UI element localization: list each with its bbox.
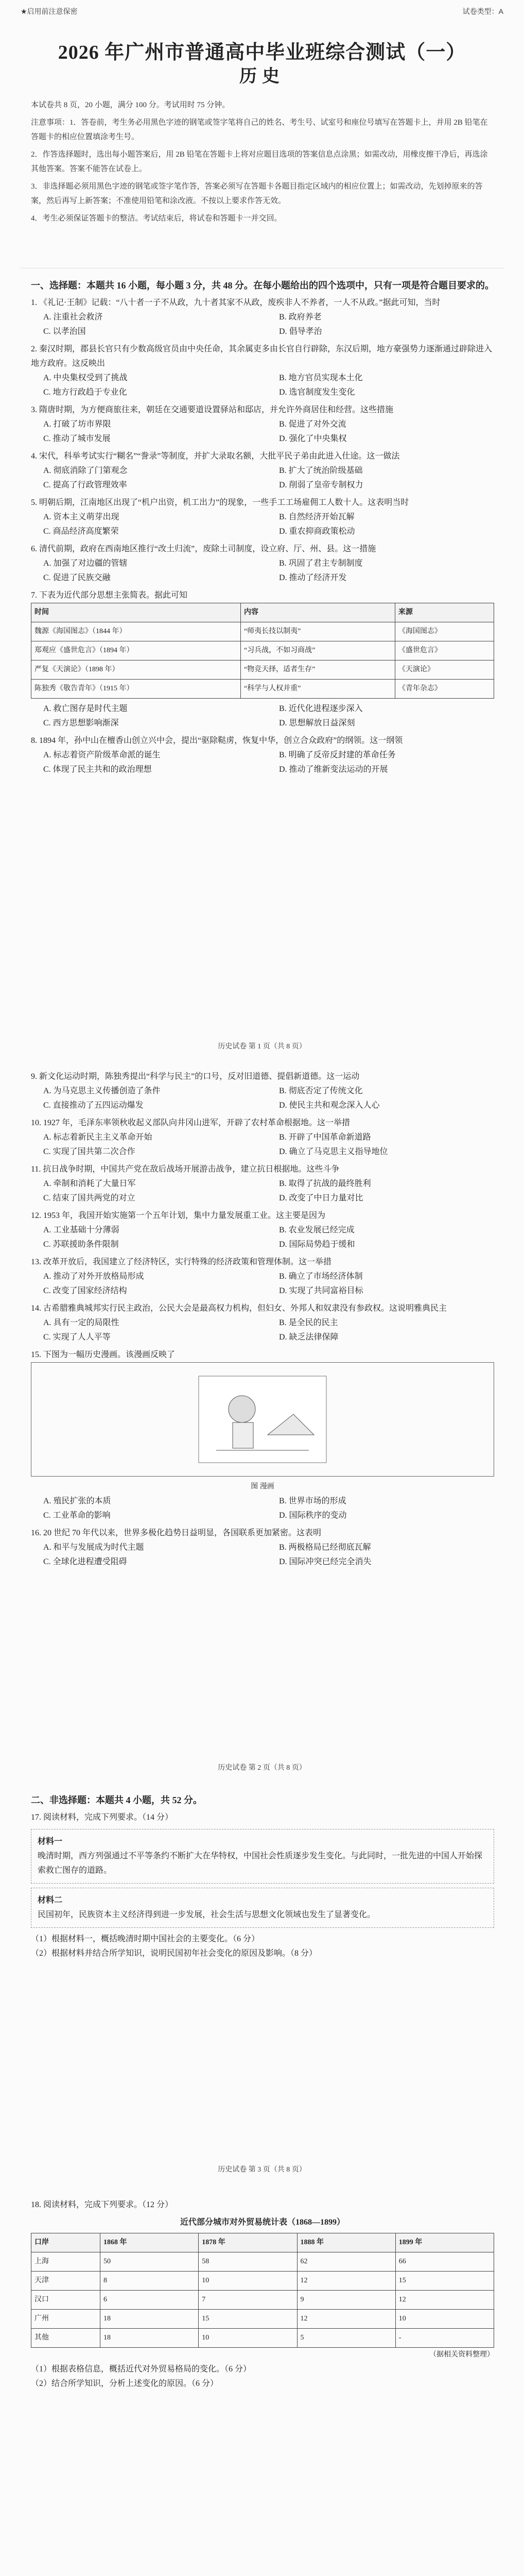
option-a: A. 具有一定的局限性: [43, 1318, 119, 1327]
table-cell: 10: [199, 2272, 297, 2291]
table-cell: 《天演论》: [395, 660, 494, 680]
table-cell: “习兵战，不如习商战”: [240, 641, 395, 660]
table-cell: 9: [297, 2291, 395, 2310]
table-header: 来源: [395, 603, 494, 622]
table-cell: 18: [100, 2329, 199, 2348]
option-d: D. 实现了共同富裕目标: [279, 1286, 363, 1295]
option-b: B. 世界市场的形成: [279, 1497, 346, 1505]
table-cell: 58: [199, 2252, 297, 2272]
question-5: [31, 496, 494, 539]
question-number: 1.: [31, 298, 37, 307]
question-stem: 17. 阅读材料，完成下列要求。（14 分）: [31, 1813, 173, 1822]
question-number: 12.: [31, 1211, 41, 1220]
question-stem: 古希腊雅典城邦实行民主政治，公民大会是最高权力机构，但妇女、外邦人和奴隶没有参政权。这说明雅典民主: [43, 1304, 447, 1313]
option-b: B. 扩大了统治阶级基础: [279, 466, 363, 475]
option-d: D. 推动了维新变法运动的开展: [279, 765, 388, 774]
option-b: B. 巩固了君主专制制度: [279, 559, 363, 568]
option-c: C. 结束了国共两党的对立: [43, 1194, 135, 1202]
note-item: 3．非选择题必须用黑色字迹的钢笔或签字笔作答，答案必须写在答题卡各题目指定区域内的相应位置上；如需改动，先划掉原来的答案，然后再写上新答案；不准使用铅笔和涂改液。不按以上要求作答无效。: [31, 182, 483, 205]
table-cell: 12: [297, 2272, 395, 2291]
question-number: 8.: [31, 736, 37, 745]
question-13: [31, 1255, 494, 1298]
option-d: D. 推动了经济开发: [279, 573, 347, 582]
option-c: C. 促进了民族交融: [43, 573, 111, 582]
question-11: [31, 1162, 494, 1206]
exam-title: 2026 年广州市普通高中毕业班综合测试（一）: [58, 42, 466, 63]
table-cell: 12: [297, 2310, 395, 2329]
option-b: B. 确立了市场经济体制: [279, 1272, 363, 1281]
figure-caption: 图 漫画: [251, 1483, 274, 1490]
question-stem: 秦汉时期，郡县长官只有少数高级官员由中央任命，其余属吏多由长官自行辟除，东汉后期，地方豪强势力逐渐通过辟除进入地方政府。这反映出: [31, 345, 493, 368]
table-cell: 5: [297, 2329, 395, 2348]
question-stem: 18. 阅读材料，完成下列要求。（12 分）: [31, 2200, 173, 2209]
option-c: C. 全球化进程遭受阻碍: [43, 1557, 127, 1566]
subject-title: 历史: [239, 67, 285, 86]
option-c: C. 体现了民主共和的政治理想: [43, 765, 152, 774]
option-a: A. 标志着资产阶级革命派的诞生: [43, 751, 161, 759]
table-row: [31, 2291, 494, 2310]
option-d: D. 选官制度发生变化: [279, 388, 355, 397]
page-footer: 历史试卷 第 1 页（共 8 页）: [218, 1043, 306, 1050]
question-ask: （2）结合所学知识，分析上述变化的原因。（6 分）: [31, 2379, 219, 2388]
option-d: D. 削弱了皇帝专制权力: [279, 481, 363, 489]
table-cell: 汉口: [31, 2291, 100, 2310]
question-stem: 清代前期，政府在西南地区推行“改土归流”，废除土司制度，设立府、厅、州、县。这一措施: [39, 545, 376, 553]
option-c: C. 直接推动了五四运动爆发: [43, 1101, 144, 1110]
header-bar: [21, 4, 503, 19]
note-item: 注意事项：1．答卷前，考生务必用黑色字迹的钢笔或签字笔将自己的姓名、考生号、试室号和座位号填写在答题卡上，并用 2B 铅笔在答题卡的相应位置填涂考生号。: [31, 118, 488, 141]
question-14: [31, 1301, 494, 1345]
question-stem: 《礼记·王制》记载：“八十者一子不从政，九十者其家不从政，废疾非人不养者，一人不从政。”据此可知，当时: [39, 298, 441, 307]
question-number: 14.: [31, 1304, 41, 1313]
option-c: C. 推动了城市发展: [43, 434, 111, 443]
option-d: D. 强化了中央集权: [279, 434, 347, 443]
table-title: 近代部分城市对外贸易统计表（1868—1899）: [180, 2218, 345, 2227]
option-d: D. 倡导孝治: [279, 327, 322, 336]
option-d: D. 重农抑商政策松动: [279, 527, 355, 536]
question-7-table: [31, 603, 494, 699]
question-stem: 新文化运动时期，陈独秀提出“科学与民主”的口号，反对旧道德、提倡新道德。这一运动: [39, 1072, 360, 1081]
question-stem: 20 世纪 70 年代以来，世界多极化趋势日益明显，各国联系更加紧密。这表明: [43, 1529, 322, 1537]
cartoon-illustration-icon: [196, 1373, 329, 1466]
question-4: [31, 449, 494, 493]
option-a: A. 注重社会救济: [43, 313, 103, 321]
option-d: D. 缺乏法律保障: [279, 1333, 339, 1342]
option-b: B. 政府养老: [279, 313, 322, 321]
question-stem: 改革开放后，我国建立了经济特区，实行特殊的经济政策和管理体制。这一举措: [43, 1258, 332, 1266]
option-a: A. 和平与发展成为时代主题: [43, 1543, 144, 1552]
option-d: D. 确立了马克思主义指导地位: [279, 1147, 388, 1156]
option-b: B. 开辟了中国革命新道路: [279, 1133, 371, 1142]
table-cell: -: [395, 2329, 494, 2348]
question-number: 7.: [31, 591, 37, 600]
question-ask: （2）根据材料并结合所学知识，说明民国初年社会变化的原因及影响。（8 分）: [31, 1949, 318, 1958]
option-c: C. 实现了人人平等: [43, 1333, 111, 1342]
material-title: 材料一: [38, 1837, 63, 1846]
table-row: [31, 641, 494, 660]
table-cell: 上海: [31, 2252, 100, 2272]
table-row: [31, 680, 494, 699]
option-d: D. 改变了中日力量对比: [279, 1194, 363, 1202]
question-number: 4.: [31, 452, 37, 461]
question-number: 6.: [31, 545, 37, 553]
option-b: B. 农业发展已经完成: [279, 1226, 355, 1234]
option-b: B. 是全民的民主: [279, 1318, 338, 1327]
question-stem: 下图为一幅历史漫画。该漫画反映了: [43, 1350, 176, 1359]
option-a: A. 彻底消除了门第观念: [43, 466, 128, 475]
note-item: 4．考生必须保证答题卡的整洁。考试结束后，将试卷和答题卡一并交回。: [31, 214, 282, 223]
option-b: B. 彻底否定了传统文化: [279, 1087, 363, 1095]
option-d: D. 国际秩序的变动: [279, 1511, 347, 1520]
question-3: [31, 403, 494, 446]
table-cell: 62: [297, 2252, 395, 2272]
notes-info: 本试卷共 8 页，20 小题，满分 100 分。考试用时 75 分钟。: [31, 101, 230, 109]
section-2-title: 二、非选择题：本题共 4 小题，共 52 分。: [31, 1795, 202, 1805]
option-d: D. 国际冲突已经完全消失: [279, 1557, 372, 1566]
table-cell: 50: [100, 2252, 199, 2272]
material-block: [31, 1829, 494, 1884]
question-8: [31, 734, 494, 777]
question-12: [31, 1209, 494, 1252]
table-cell: 郑观应《盛世危言》（1894 年）: [31, 641, 241, 660]
material-block: [31, 1888, 494, 1928]
table-header: 1899 年: [395, 2233, 494, 2252]
table-cell: “师夷长技以制夷”: [240, 622, 395, 641]
option-a: A. 中央集权受到了挑战: [43, 374, 128, 382]
question-number: 9.: [31, 1072, 37, 1081]
option-c: C. 提高了行政管理效率: [43, 481, 127, 489]
table-header: 内容: [240, 603, 395, 622]
option-b: B. 近代化进程逐步深入: [279, 704, 363, 713]
table-cell: 广州: [31, 2310, 100, 2329]
table-cell: 8: [100, 2272, 199, 2291]
question-16: [31, 1526, 494, 1569]
option-a: A. 推动了对外开放格局形成: [43, 1272, 144, 1281]
option-a: A. 为马克思主义传播创造了条件: [43, 1087, 161, 1095]
table-source: （据相关资料整理）: [429, 2351, 494, 2359]
material-title: 材料二: [38, 1896, 63, 1905]
table-cell: 66: [395, 2252, 494, 2272]
option-b: B. 地方官员实现本土化: [279, 374, 363, 382]
question-6: [31, 542, 494, 585]
option-b: B. 自然经济开始瓦解: [279, 513, 355, 521]
section-1-continued: [31, 1066, 494, 1572]
table-row: [31, 2272, 494, 2291]
table-cell: 15: [395, 2272, 494, 2291]
question-number: 5.: [31, 498, 37, 507]
table-cell: 7: [199, 2291, 297, 2310]
option-c: C. 商品经济高度繁荣: [43, 527, 119, 536]
table-header: 1878 年: [199, 2233, 297, 2252]
table-cell: 《盛世危言》: [395, 641, 494, 660]
question-7: [31, 588, 494, 731]
question-stem: 1927 年，毛泽东率领秋收起义部队向井冈山进军，开辟了农村革命根据地。这一举措: [43, 1118, 351, 1127]
option-b: B. 取得了抗战的最终胜利: [279, 1179, 371, 1188]
page-footer: 历史试卷 第 3 页（共 8 页）: [218, 2166, 306, 2174]
note-item: 2．作答选择题时，选出每小题答案后，用 2B 铅笔在答题卡上将对应题目选项的答案信息点涂黑；如需改动，用橡皮擦干净后，再选涂其他答案。答案不能答在试卷上。: [31, 150, 488, 173]
question-stem: 1953 年，我国开始实施第一个五年计划，集中力量发展重工业。这主要是因为: [43, 1211, 326, 1220]
option-a: A. 殖民扩张的本质: [43, 1497, 111, 1505]
table-cell: 18: [100, 2310, 199, 2329]
question-number: 13.: [31, 1258, 41, 1266]
question-10: [31, 1116, 494, 1159]
question-stem: 宋代，科举考试实行“糊名”“誊录”等制度，并扩大录取名额，大批平民子弟由此进入仕途。这一做法: [39, 452, 400, 461]
material-text: 民国初年，民族资本主义经济得到进一步发展，社会生活与思想文化领域也发生了显著变化。: [38, 1910, 376, 1919]
table-header: 1888 年: [297, 2233, 395, 2252]
table-cell: 10: [199, 2329, 297, 2348]
question-15: [31, 1348, 494, 1523]
option-b: B. 促进了对外交流: [279, 420, 346, 429]
notes-block: [31, 98, 494, 229]
material-text: 晚清时期，西方列强通过不平等条约不断扩大在华特权，中国社会性质逐步发生变化。与此同时，一批先进的中国人开始探索救亡图存的道路。: [38, 1852, 483, 1875]
table-header: 口岸: [31, 2233, 100, 2252]
table-row: [31, 660, 494, 680]
question-9: [31, 1070, 494, 1113]
table-cell: 《青年杂志》: [395, 680, 494, 699]
table-cell: 15: [199, 2310, 297, 2329]
question-1: [31, 296, 494, 339]
option-b: B. 两极格局已经彻底瓦解: [279, 1543, 371, 1552]
confidential-label: ★启用前注意保密: [21, 7, 78, 15]
question-number: 10.: [31, 1118, 41, 1127]
table-header: 时间: [31, 603, 241, 622]
question-stem: 隋唐时期，为方便商旅往来，朝廷在交通要道设置驿站和邸店，并允许外商居住和经营。这些措施: [39, 405, 394, 414]
option-a: A. 加强了对边疆的管辖: [43, 559, 128, 568]
table-cell: 10: [395, 2310, 494, 2329]
question-stem: 下表为近代部分思想主张简表。据此可知: [39, 591, 188, 600]
table-cell: 6: [100, 2291, 199, 2310]
table-row: [31, 2329, 494, 2348]
table-header: 1868 年: [100, 2233, 199, 2252]
question-stem: 明朝后期，江南地区出现了“机户出资，机工出力”的现象，一些手工工场雇佣工人数十人。这表明当时: [39, 498, 409, 507]
option-c: C. 工业革命的影响: [43, 1511, 111, 1520]
table-cell: “物竞天择，适者生存”: [240, 660, 395, 680]
question-stem: 1894 年，孙中山在檀香山创立兴中会，提出“驱除鞑虏，恢复中华，创立合众政府”的纲领。这一纲领: [39, 736, 403, 745]
option-c: C. 地方行政趋于专业化: [43, 388, 127, 397]
table-row: [31, 2252, 494, 2272]
option-c: C. 苏联援助条件限制: [43, 1240, 119, 1249]
option-c: C. 改变了国家经济结构: [43, 1286, 127, 1295]
table-row: [31, 2310, 494, 2329]
option-a: A. 资本主义萌芽出现: [43, 513, 119, 521]
option-c: C. 西方思想影响渐深: [43, 719, 119, 727]
question-number: 15.: [31, 1350, 41, 1359]
page-footer: 历史试卷 第 2 页（共 8 页）: [218, 1764, 306, 1772]
option-a: A. 工业基础十分薄弱: [43, 1226, 119, 1234]
question-ask: （1）根据材料一，概括晚清时期中国社会的主要变化。（6 分）: [31, 1935, 260, 1943]
section-1: [31, 278, 494, 780]
table-cell: 严复《天演论》（1898 年）: [31, 660, 241, 680]
table-row: [31, 622, 494, 641]
section-1-title: 一、选择题：本题共 16 小题，每小题 3 分，共 48 分。在每小题给出的四个选项中，只有一项是符合题目要求的。: [31, 280, 494, 291]
cartoon-figure: [31, 1362, 494, 1477]
table-cell: “科学与人权并重”: [240, 680, 395, 699]
option-d: D. 思想解放日益深刻: [279, 719, 355, 727]
option-d: D. 国际局势趋于缓和: [279, 1240, 355, 1249]
question-17: [31, 1810, 494, 1961]
section-2: [31, 1793, 494, 1964]
table-cell: 陈独秀《敬告青年》（1915 年）: [31, 680, 241, 699]
option-c: C. 以孝治国: [43, 327, 86, 336]
question-number: 3.: [31, 405, 37, 414]
question-2: [31, 342, 494, 400]
option-a: A. 牵制和消耗了大量日军: [43, 1179, 136, 1188]
trade-table: [31, 2233, 494, 2348]
option-a: A. 打破了坊市界限: [43, 420, 111, 429]
question-18: [31, 2198, 494, 2391]
option-a: A. 标志着新民主主义革命开始: [43, 1133, 152, 1142]
question-ask: （1）根据表格信息，概括近代对外贸易格局的变化。（6 分）: [31, 2365, 252, 2374]
question-stem: 抗日战争时期，中国共产党在敌后战场开展游击战争，建立抗日根据地。这些斗争: [43, 1165, 340, 1174]
option-b: B. 明确了反帝反封建的革命任务: [279, 751, 396, 759]
table-cell: 12: [395, 2291, 494, 2310]
option-a: A. 救亡图存是时代主题: [43, 704, 128, 713]
option-c: C. 实现了国共第二次合作: [43, 1147, 135, 1156]
table-cell: 天津: [31, 2272, 100, 2291]
table-cell: 其他: [31, 2329, 100, 2348]
question-number: 2.: [31, 345, 37, 353]
option-d: D. 使民主共和观念深入人心: [279, 1101, 380, 1110]
section-2-continued: [31, 2195, 494, 2394]
table-cell: 《海国图志》: [395, 622, 494, 641]
table-cell: 魏源《海国图志》（1844 年）: [31, 622, 241, 641]
question-number: 16.: [31, 1529, 41, 1537]
paper-type-label: 试卷类型：A: [462, 7, 503, 15]
question-number: 11.: [31, 1165, 41, 1174]
